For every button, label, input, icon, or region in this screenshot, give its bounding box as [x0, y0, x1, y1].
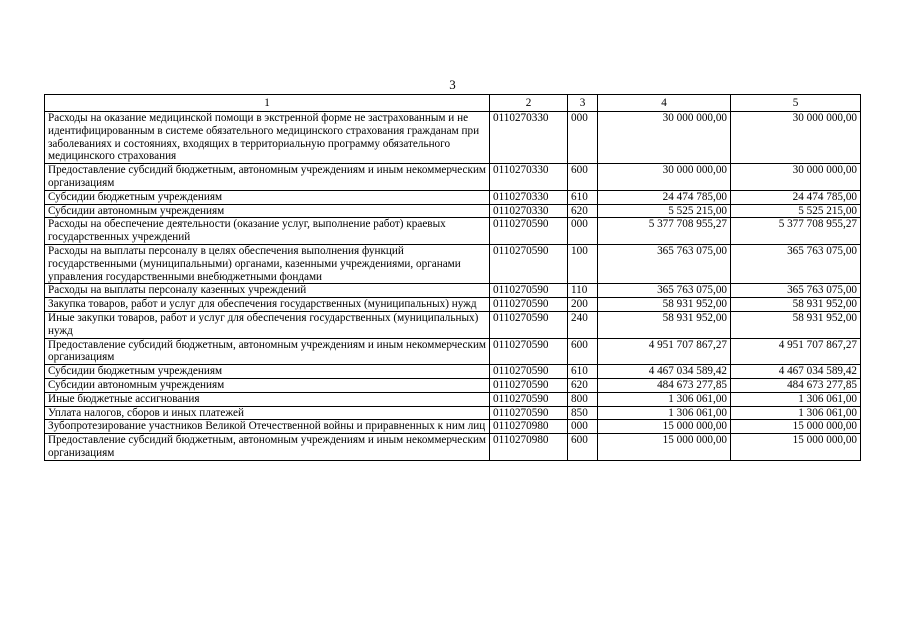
row-name-cell: Расходы на выплаты персоналу в целях обеспечения выполнения функций государственными (муниципальными) органами, казенными учреждениями, органами управления государственными внебюджетными фондами [45, 244, 490, 283]
row-amount-2-cell: 15 000 000,00 [731, 420, 861, 434]
row-amount-1-cell: 365 763 075,00 [598, 284, 731, 298]
row-name-cell: Расходы на обеспечение деятельности (оказание услуг, выполнение работ) краевых государственных учреждений [45, 218, 490, 245]
row-amount-1-cell: 4 467 034 589,42 [598, 365, 731, 379]
row-target-article-cell: 0110270590 [490, 284, 568, 298]
budget-table [44, 94, 861, 461]
table-row [45, 190, 861, 204]
row-amount-1-cell: 5 377 708 955,27 [598, 218, 731, 245]
row-target-article-cell: 0110270590 [490, 298, 568, 312]
row-name-cell: Предоставление субсидий бюджетным, автономным учреждениям и иным некоммерческим организациям [45, 434, 490, 461]
row-amount-1-cell: 484 673 277,85 [598, 378, 731, 392]
row-expense-type-cell: 800 [568, 392, 598, 406]
row-target-article-cell: 0110270590 [490, 311, 568, 338]
table-row [45, 406, 861, 420]
row-amount-1-cell: 15 000 000,00 [598, 434, 731, 461]
row-target-article-cell: 0110270330 [490, 164, 568, 191]
row-name-cell: Предоставление субсидий бюджетным, автономным учреждениям и иным некоммерческим организациям [45, 164, 490, 191]
column-header-target-article: 2 [490, 95, 568, 112]
row-name-cell: Иные закупки товаров, работ и услуг для обеспечения государственных (муниципальных) нужд [45, 311, 490, 338]
row-name-cell: Субсидии автономным учреждениям [45, 204, 490, 218]
row-amount-1-cell: 30 000 000,00 [598, 112, 731, 164]
row-amount-1-cell: 1 306 061,00 [598, 392, 731, 406]
row-expense-type-cell: 620 [568, 378, 598, 392]
row-name-cell: Зубопротезирование участников Великой Отечественной войны и приравненных к ним лиц [45, 420, 490, 434]
column-header-name: 1 [45, 95, 490, 112]
row-name-cell: Закупка товаров, работ и услуг для обеспечения государственных (муниципальных) нужд [45, 298, 490, 312]
column-header-amount-2: 5 [731, 95, 861, 112]
row-expense-type-cell: 850 [568, 406, 598, 420]
row-amount-1-cell: 30 000 000,00 [598, 164, 731, 191]
row-expense-type-cell: 100 [568, 244, 598, 283]
row-target-article-cell: 0110270330 [490, 190, 568, 204]
table-row [45, 434, 861, 461]
table-row [45, 392, 861, 406]
row-name-cell: Субсидии бюджетным учреждениям [45, 190, 490, 204]
row-name-cell: Предоставление субсидий бюджетным, автономным учреждениям и иным некоммерческим организациям [45, 338, 490, 365]
row-amount-2-cell: 58 931 952,00 [731, 311, 861, 338]
row-amount-2-cell: 30 000 000,00 [731, 164, 861, 191]
table-row [45, 338, 861, 365]
row-amount-1-cell: 58 931 952,00 [598, 311, 731, 338]
row-target-article-cell: 0110270590 [490, 406, 568, 420]
row-amount-2-cell: 24 474 785,00 [731, 190, 861, 204]
table-row [45, 365, 861, 379]
row-target-article-cell: 0110270980 [490, 434, 568, 461]
row-expense-type-cell: 600 [568, 434, 598, 461]
row-target-article-cell: 0110270590 [490, 378, 568, 392]
header-row [45, 95, 861, 112]
row-target-article-cell: 0110270330 [490, 112, 568, 164]
row-expense-type-cell: 610 [568, 365, 598, 379]
row-amount-2-cell: 5 525 215,00 [731, 204, 861, 218]
row-amount-2-cell: 365 763 075,00 [731, 284, 861, 298]
row-expense-type-cell: 200 [568, 298, 598, 312]
table-row [45, 218, 861, 245]
column-header-amount-1: 4 [598, 95, 731, 112]
row-amount-1-cell: 24 474 785,00 [598, 190, 731, 204]
row-amount-2-cell: 30 000 000,00 [731, 112, 861, 164]
table-row [45, 420, 861, 434]
table-row [45, 164, 861, 191]
row-name-cell: Расходы на оказание медицинской помощи в экстренной форме не застрахованным и не идентифицированным в системе обязательного медицинского страхования гражданам при заболеваниях и состояниях, входящих в территориальную программу обязательного медицинского страхования [45, 112, 490, 164]
row-expense-type-cell: 110 [568, 284, 598, 298]
table-row [45, 284, 861, 298]
table-row [45, 378, 861, 392]
row-name-cell: Уплата налогов, сборов и иных платежей [45, 406, 490, 420]
row-target-article-cell: 0110270590 [490, 338, 568, 365]
row-expense-type-cell: 240 [568, 311, 598, 338]
table-body [45, 112, 861, 461]
row-amount-2-cell: 15 000 000,00 [731, 434, 861, 461]
table-row [45, 204, 861, 218]
row-name-cell: Субсидии автономным учреждениям [45, 378, 490, 392]
row-target-article-cell: 0110270330 [490, 204, 568, 218]
row-amount-2-cell: 484 673 277,85 [731, 378, 861, 392]
row-name-cell: Иные бюджетные ассигнования [45, 392, 490, 406]
row-amount-2-cell: 365 763 075,00 [731, 244, 861, 283]
row-amount-2-cell: 1 306 061,00 [731, 406, 861, 420]
row-amount-1-cell: 15 000 000,00 [598, 420, 731, 434]
row-target-article-cell: 0110270590 [490, 244, 568, 283]
row-expense-type-cell: 000 [568, 218, 598, 245]
row-name-cell: Расходы на выплаты персоналу казенных учреждений [45, 284, 490, 298]
table-row [45, 112, 861, 164]
row-expense-type-cell: 000 [568, 112, 598, 164]
row-amount-2-cell: 5 377 708 955,27 [731, 218, 861, 245]
row-expense-type-cell: 000 [568, 420, 598, 434]
row-amount-1-cell: 4 951 707 867,27 [598, 338, 731, 365]
row-amount-1-cell: 5 525 215,00 [598, 204, 731, 218]
row-name-cell: Субсидии бюджетным учреждениям [45, 365, 490, 379]
row-expense-type-cell: 620 [568, 204, 598, 218]
page-number: 3 [449, 77, 456, 92]
row-target-article-cell: 0110270980 [490, 420, 568, 434]
row-expense-type-cell: 600 [568, 164, 598, 191]
row-target-article-cell: 0110270590 [490, 365, 568, 379]
row-amount-1-cell: 58 931 952,00 [598, 298, 731, 312]
row-amount-1-cell: 1 306 061,00 [598, 406, 731, 420]
row-amount-2-cell: 1 306 061,00 [731, 392, 861, 406]
table-row [45, 244, 861, 283]
row-target-article-cell: 0110270590 [490, 218, 568, 245]
row-amount-1-cell: 365 763 075,00 [598, 244, 731, 283]
row-amount-2-cell: 58 931 952,00 [731, 298, 861, 312]
column-header-expense-type: 3 [568, 95, 598, 112]
row-amount-2-cell: 4 951 707 867,27 [731, 338, 861, 365]
table-row [45, 298, 861, 312]
row-expense-type-cell: 600 [568, 338, 598, 365]
row-target-article-cell: 0110270590 [490, 392, 568, 406]
row-amount-2-cell: 4 467 034 589,42 [731, 365, 861, 379]
row-expense-type-cell: 610 [568, 190, 598, 204]
table-row [45, 311, 861, 338]
